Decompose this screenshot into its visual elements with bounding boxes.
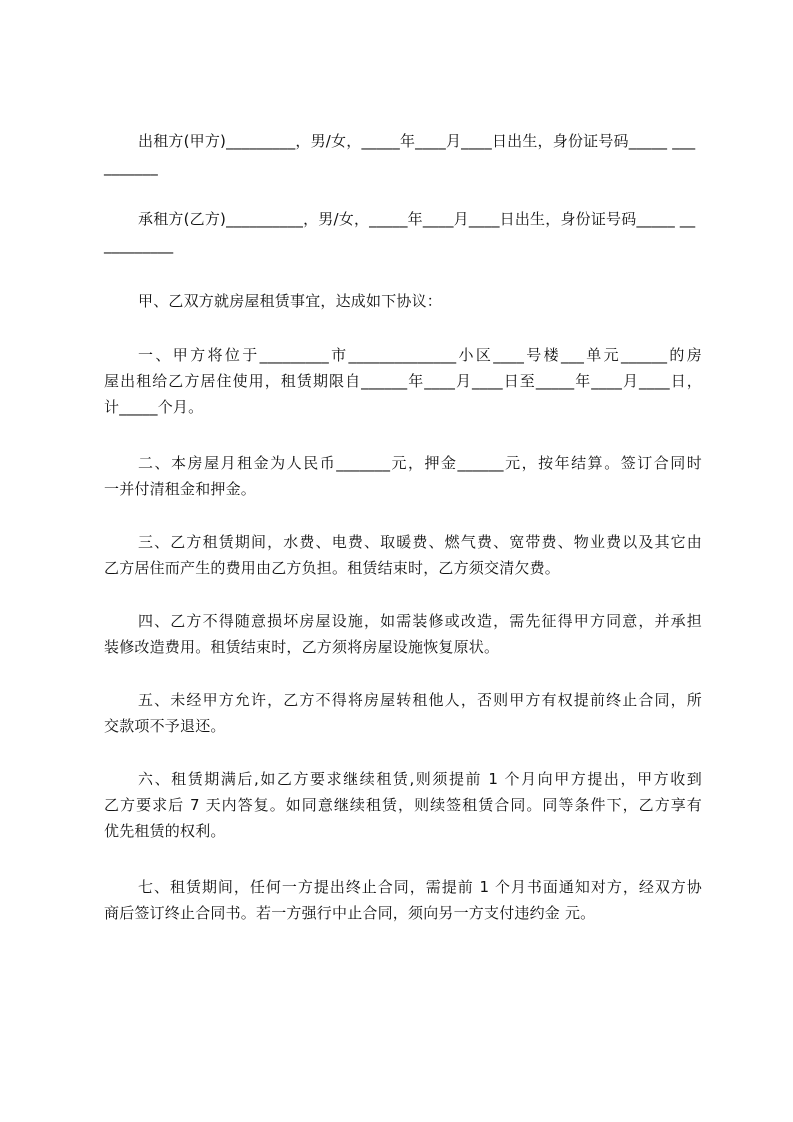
clause-2 — [104, 450, 702, 502]
intro-paragraph: 甲、乙双方就房屋租赁事宜，达成如下协议： — [138, 292, 443, 310]
clause-3 — [104, 529, 702, 581]
clause-4-line-2: 装修改造费用。租赁结束时，乙方须将房屋设施恢复原状。 — [104, 638, 500, 656]
clause-2-line-1: 二、本房屋月租金为人民币_______元，押金______元，按年结算。签订合同时 — [138, 454, 702, 472]
clause-3-line-1: 三、乙方租赁期间，水费、电费、取暖费、燃气费、宽带费、物业费以及其它由 — [138, 533, 702, 551]
clause-3-line-2: 乙方居住而产生的费用由乙方负担。租赁结束时，乙方须交清欠费。 — [104, 559, 561, 577]
clause-1-line-3: 计_____个月。 — [104, 398, 204, 416]
lessee-paragraph: 承租方(乙方)__________，男/女，_____年____月____日出生，身份证号码_____ ___________ — [104, 210, 696, 254]
clause-4-line-1: 四、乙方不得随意损坏房屋设施，如需装修或改造，需先征得甲方同意，并承担 — [138, 612, 702, 630]
clause-1-line-1: 一、甲方将位于_________市______________小区____号楼___单元______的房 — [138, 346, 702, 364]
clause-5-line-2: 交款项不予退还。 — [104, 717, 226, 735]
clause-7-line-2: 商后签订终止合同书。若一方强行中止合同，须向另一方支付违约金 元。 — [104, 904, 596, 922]
clause-1-line-2: 屋出租给乙方居住使用，租赁期限自______年____月____日至_____年____月____日， — [104, 372, 702, 390]
lessor-paragraph: 出租方(甲方)_________，男/女，_____年____月____日出生，身份证号码_____ __________ — [104, 132, 696, 176]
clause-5-line-1: 五、未经甲方允许，乙方不得将房屋转租他人，否则甲方有权提前终止合同，所 — [138, 691, 702, 709]
clause-2-line-2: 一并付清租金和押金。 — [104, 480, 257, 498]
clause-7-line-1: 七、租赁期间，任何一方提出终止合同，需提前 1 个月书面通知对方，经双方协 — [138, 878, 702, 896]
clause-7 — [104, 874, 702, 926]
clause-6-line-2: 乙方要求后 7 天内答复。如同意继续租赁，则续签租赁合同。同等条件下，乙方享有 — [104, 796, 702, 814]
clause-5 — [104, 687, 702, 739]
clause-4 — [104, 608, 702, 660]
clause-6 — [104, 766, 702, 844]
clause-6-line-3: 优先租赁的权利。 — [104, 822, 226, 840]
clause-6-line-1: 六、租赁期满后,如乙方要求继续租赁,则须提前 1 个月向甲方提出，甲方收到 — [138, 770, 702, 788]
clause-1 — [104, 342, 702, 420]
